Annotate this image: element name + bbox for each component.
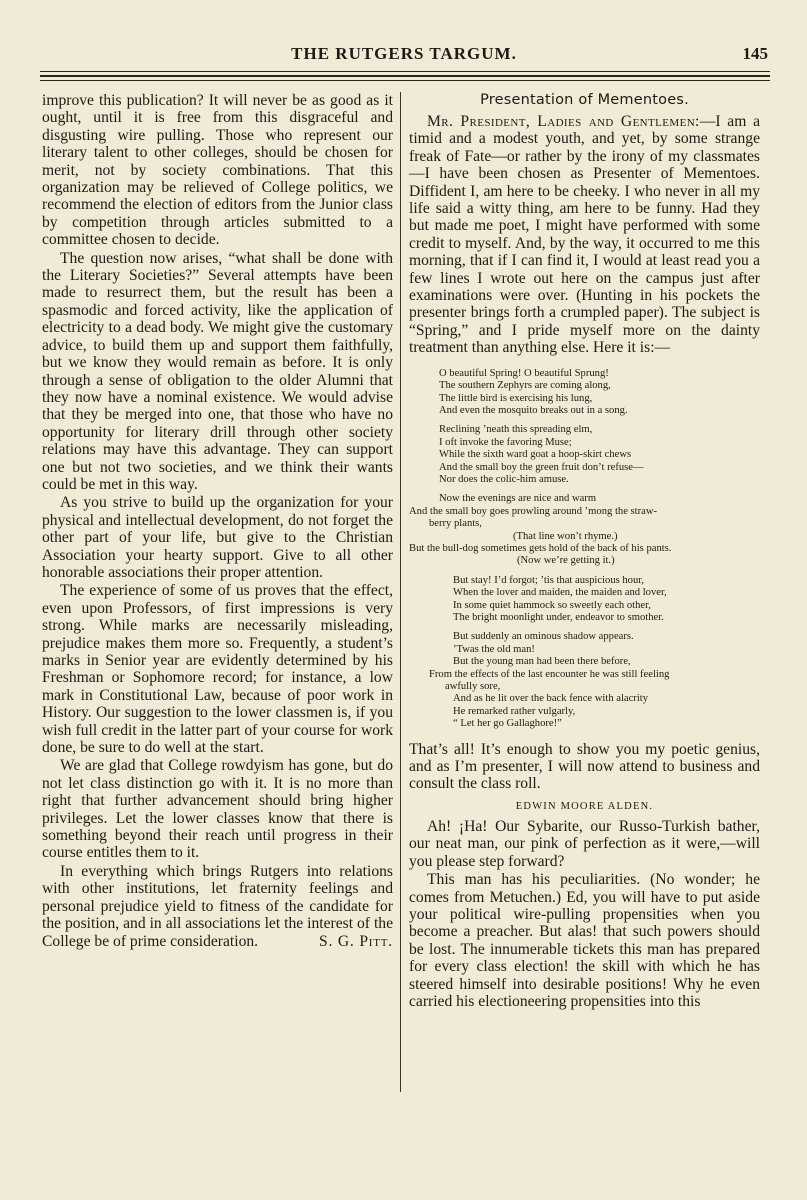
poem-stanza (409, 493, 760, 567)
poem-line: (That line won’t rhyme.) (513, 530, 618, 542)
poem-line: When the lover and maiden, the maiden and lover, (453, 587, 667, 599)
header-rule (40, 71, 770, 72)
paragraph: As you strive to build up the organization for your physical and intellectual development, do not forget the other part of your life, but give to the Christian Association your hearty support. Give to all other honorable associations their proper attention. (42, 494, 393, 581)
poem-line: Nor does the colic-him amuse. (439, 473, 569, 485)
poem-line: But stay! I’d forgot; ’tis that auspicious hour, (453, 574, 645, 586)
header-rule-thick (40, 75, 770, 77)
poem-line: awfully sore, (445, 681, 501, 693)
poem-line: berry plants, (429, 518, 482, 530)
poem-line: And as he lit over the back fence with alacrity (453, 693, 649, 705)
poem-line: “ Let her go Gallaghore!” (453, 718, 562, 730)
poem-line: He remarked rather vulgarly, (453, 705, 576, 717)
poem-line: And the small boy goes prowling around ’mong the straw- (409, 505, 658, 517)
poem-line: O beautiful Spring! O beautiful Sprung! (439, 367, 609, 379)
poem-line: But the bull-dog sometimes gets hold of the back of his pants. (409, 542, 672, 554)
paragraph: We are glad that College rowdyism has gone, but do not let class distinction go with it. It is no more than right that further advancement should bring higher privileges. Let the lower classes know that there is something beyond their reach until progress in their course entitles them to it. (42, 757, 393, 862)
poem-line: In some quiet hammock so sweetly each other, (453, 599, 651, 611)
header-rule-lower (40, 80, 770, 81)
poem-line: The little bird is exercising his lung, (439, 392, 593, 404)
journal-title: THE RUTGERS TARGUM. (291, 44, 517, 63)
page-number: 145 (742, 44, 768, 63)
paragraph: This man has his peculiarities. (No wonder; he comes from Metuchen.) Ed, you will have to put aside your political wire-pulling propensities when you become a preacher. But alas! that such powers should be lost. The innumerable tickets this man has prepared for every class election! the skill with which he has steered himself into desirable positions! Why he even carried his electioneering propensities into this (409, 871, 760, 1010)
poem-line: And even the mosquito breaks out in a song. (439, 404, 628, 416)
paragraph: Ah! ¡Ha! Our Sybarite, our Russo-Turkish bather, our neat man, our pink of perfection as it were,—will you please step forward? (409, 817, 760, 870)
author-signature: S. G. Pitt. (319, 932, 393, 950)
poem-line: The bright moonlight under, endeavor to smother. (453, 612, 664, 623)
left-column (42, 92, 393, 950)
salutation: Mr. President, Ladies and Gentlemen: (427, 113, 700, 130)
poem-line: The southern Zephyrs are coming along, (439, 380, 611, 392)
poem-stanza (409, 424, 760, 486)
poem-line: And the small boy the green fruit don’t refuse— (439, 461, 644, 473)
poem-line: Now the evenings are nice and warm (439, 493, 597, 505)
paragraph-text: In everything which brings Rutgers into relations with other institutions, let fraternity feelings and personal prejudice yield to fitness of the candidate for the position, and in all associations let the interest of the College be of prime consideration. (42, 862, 393, 950)
paragraph (42, 863, 393, 950)
poem-line: But suddenly an ominous shadow appears. (453, 631, 634, 643)
name-heading: EDWIN MOORE ALDEN. (515, 800, 654, 812)
right-column (409, 92, 760, 1010)
poem-line: But the young man had been there before, (453, 656, 631, 668)
page-header (40, 44, 768, 66)
paragraph: The experience of some of us proves that the effect, even upon Professors, of first impressions is very strong. While marks are necessarily misleading, prejudice makes them more so. Frequently, a student’s marks in Senior year are evidently determined by his Freshman or Sophomore record; for instance, a low mark in Constitutional Law, because of poor work in History. Our suggestion to the lower classmen is, if you wish full credit in the latter part of your course for work done, be sure to do well at the start. (42, 582, 393, 757)
paragraph: That’s all! It’s enough to show you my poetic genius, and as I’m presenter, I will now attend to business and consult the class roll. (409, 740, 760, 793)
intro-paragraph (409, 113, 760, 357)
poem-line: While the sixth ward goat a hoop-skirt chews (439, 449, 632, 461)
paragraph: The question now arises, “what shall be done with the Literary Societies?” Several attempts have been made to resurrect them, but the result has been a spasmodic and forced activity, like the application of electricity to a dead body. We might give the customary advice, to build them up and support them faithfully, but we know they would remain as before. It is only through a sense of obligation to the older Alumni that they now have a nominal existence. We would advise that they be merged into one, that those who have no opportunity for literary drill through other society relations may have this advantage. They can support one but not two societies, and we think their wants could be met in this way. (42, 249, 393, 493)
intro-text: —I am a timid and a modest youth, and yet, by some strange freak of Fate—or rather by the irony of my classmates—I have been chosen as Presenter of Mementoes. Diffident I, am here to be cheeky. I who never in all my life said a witty thing, am here to be funny. Had they but made me poet, I might have performed with some credit to myself. And, by the way, it occurred to me this morning, that if I can find it, I would at least read you a few lines I wrote out here on the campus just after examinations were over. (Hunting in his pockets the presenter brings forth a crumpled paper). The subject is “Spring,” and I pride myself more on the dainty treatment than anything else. Here it is:— (409, 113, 760, 357)
poem-line: (Now we’re getting it.) (517, 555, 615, 567)
poem-stanza (409, 575, 760, 625)
paragraph: improve this publication? It will never be as good as it ought, until it is free from this disgraceful and disgusting wire pulling. Those who represent our literary talent to other colleges, should be chosen for merit, not by society combinations. That this organization may be relieved of College politics, we recommend the election of editors from the Junior class by competition through articles submitted to a committee chosen to decide. (42, 92, 393, 249)
poem (409, 368, 760, 731)
poem-line: I oft invoke the favoring Muse; (439, 436, 572, 448)
article-title: Presentation of Mementoes. (480, 92, 689, 108)
column-divider (400, 92, 401, 1092)
poem-stanza (409, 368, 760, 418)
poem-line: ’Twas the old man! (453, 643, 535, 655)
poem-line: Reclining ’neath this spreading elm, (439, 424, 593, 436)
poem-stanza (409, 631, 760, 730)
poem-line: From the effects of the last encounter he was still feeling (429, 668, 670, 680)
